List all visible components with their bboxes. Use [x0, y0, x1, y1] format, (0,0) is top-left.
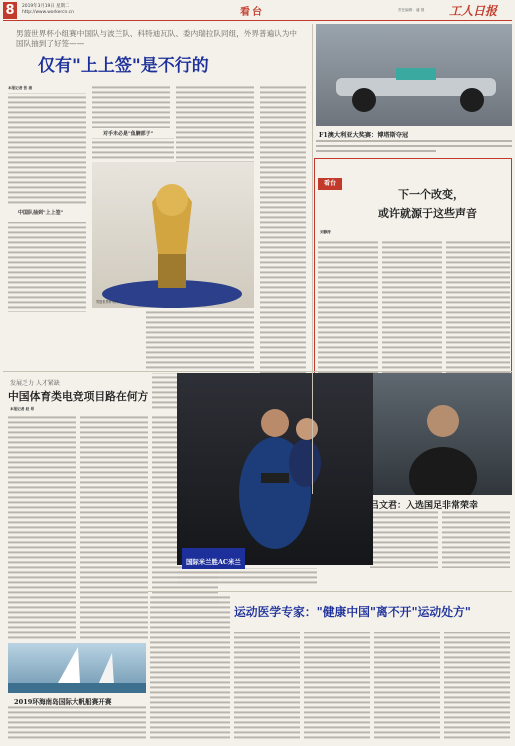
commentary-badge-label: 看台 [323, 180, 336, 187]
trophy-photo [92, 162, 254, 308]
page-number: 8 [3, 2, 17, 19]
f1-caption-texture [316, 139, 512, 154]
commentary-badge [318, 178, 342, 190]
inter-photo [177, 373, 373, 565]
commentary-headline-line1: 下一个改变， [398, 188, 464, 201]
hainan-sailboat-illustration [8, 643, 146, 693]
date-line: 2019年3月19日 星期二 [22, 4, 70, 9]
lu-wenjun-photo [373, 373, 512, 495]
lu-wenjun-headline: 吕文君：入选国足非常荣幸 [370, 501, 479, 511]
commentary-headline-line2: 或许就源于这些声音 [378, 207, 477, 220]
website-url[interactable]: http://www.workercn.cn [22, 10, 74, 15]
lead-byline: 本报记者 张 港 [8, 86, 33, 90]
inter-caption-text: 国际米兰胜AC米兰 [186, 558, 241, 566]
section-title: 看台 [240, 7, 264, 18]
lead-headline: 仅有"上上签"是不行的 [38, 56, 209, 76]
editor-meta: 责任编辑：潘 强 [398, 8, 425, 12]
f1-car-illustration [316, 24, 512, 126]
esports-kicker: 发展乏力 人才紧缺 [10, 380, 60, 387]
esports-headline: 中国体育类电竞项目路在何方 [8, 390, 149, 403]
column-divider-2 [3, 371, 512, 372]
lu-wenjun-illustration [373, 373, 512, 495]
medicine-headline [234, 601, 514, 623]
lead-kicker: 男篮世界杯小组赛中国队与波兰队、科特迪瓦队、委内瑞拉队同组，外界普遍认为中国队抽到了好签—— [16, 29, 297, 48]
paper-name: 工人日报 [449, 4, 498, 18]
lead-subhead-1: 中国队抽到"上上签" [18, 210, 64, 216]
lead-subhead-2: 对手未必是"鱼腩部子" [103, 131, 154, 137]
inter-caption [182, 548, 245, 569]
trophy-illustration [92, 162, 254, 308]
esports-byline: 本报记者 赵 昂 [10, 407, 35, 411]
column-divider-3 [148, 591, 512, 592]
inter-players-illustration [177, 373, 373, 565]
hainan-photo [8, 643, 146, 693]
f1-photo [316, 24, 512, 126]
trophy-caption: 男篮世界杯奖杯 [96, 299, 119, 304]
hainan-caption: 2019环海南岛国际大帆船赛开赛 [14, 698, 112, 706]
column-divider-1 [312, 24, 313, 494]
f1-caption: F1澳大利亚大奖赛：博塔斯夺冠 [319, 132, 409, 139]
medicine-headline-text: 运动医学专家："健康中国"离不开"运动处方" [234, 605, 471, 619]
commentary-byline: 刘静涛 [320, 230, 331, 234]
